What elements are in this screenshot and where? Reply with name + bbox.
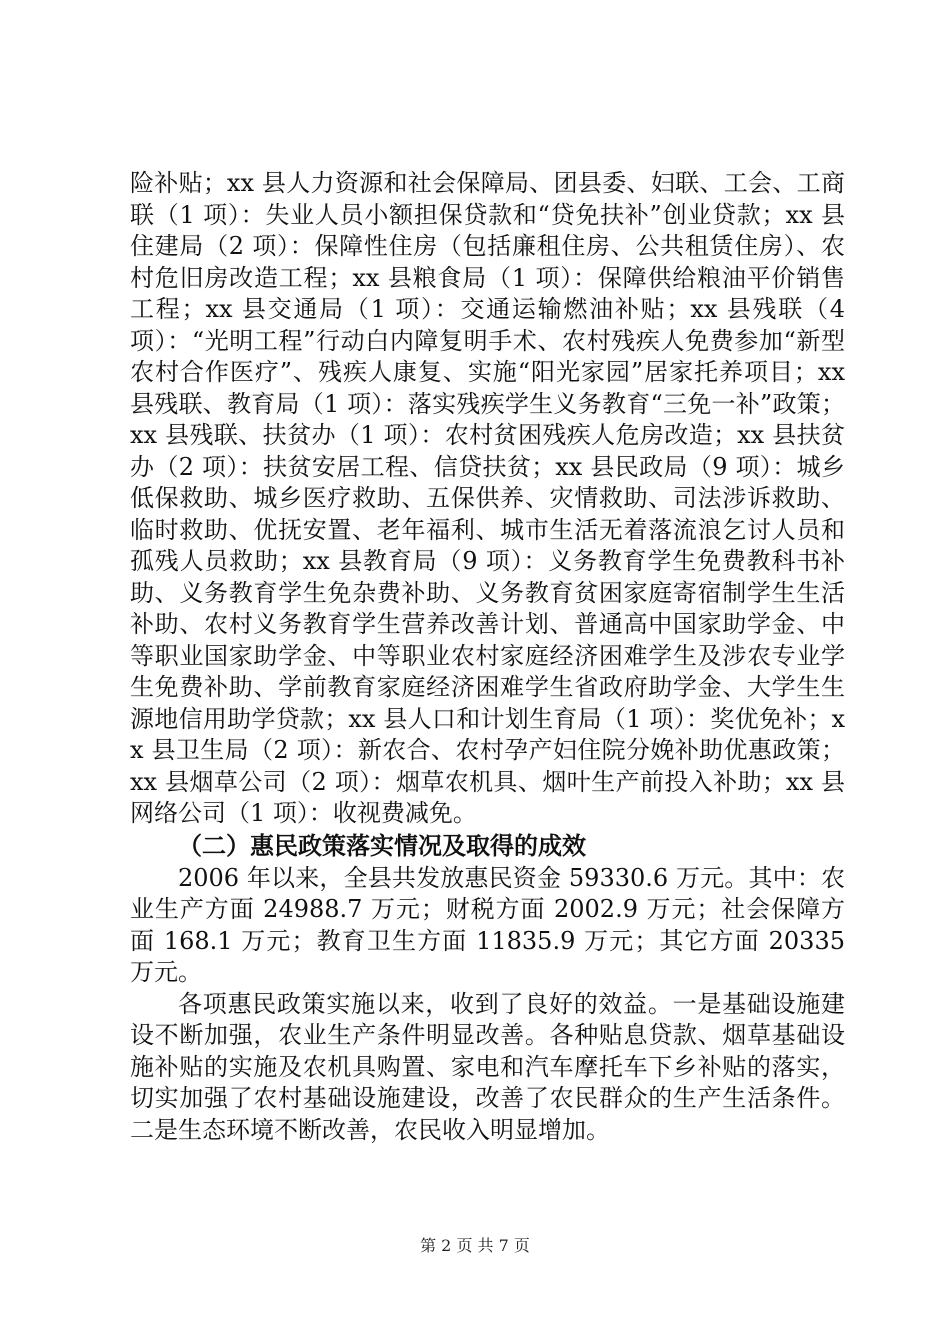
page-footer: 第 2 页 共 7 页 [420, 1236, 530, 1255]
paragraph-policy-list: 险补贴；xx 县人力资源和社会保障局、团县委、妇联、工会、工商联（1 项）：失业人员小额担保贷款和“贷免扶补”创业贷款；xx 县住建局（2 项）：保障性住房（包括廉租住房、公共租赁住房）、农村危旧房改造工程；xx 县粮食局（1 项）：保障供给粮油平价销售工程；xx 县交通局（1 项）：交通运输燃油补贴；xx 县残联（4 项）：“光明工程”行动白内障复明手术、农村残疾人免费参加“新型农村合作医疗”、残疾人康复、实施“阳光家园”居家托养项目；xx 县残联、教育局（1 项）：落实残疾学生义务教育“三免一补”政策；xx 县残联、扶贫办（1 项）：农村贫困残疾人危房改造；xx 县扶贫办（2 项）：扶贫安居工程、信贷扶贫；xx 县民政局（9 项）：城乡低保救助、城乡医疗救助、五保供养、灾情救助、司法涉诉救助、临时救助、优抚安置、老年福利、城市生活无着落流浪乞讨人员和孤残人员救助；xx 县教育局（9 项）：义务教育学生免费教科书补助、义务教育学生免杂费补助、义务教育贫困家庭寄宿制学生生活补助、农村义务教育学生营养改善计划、普通高中国家助学金、中等职业国家助学金、中等职业农村家庭经济困难学生及涉农专业学生免费补助、学前教育家庭经济困难学生省政府助学金、大学生生源地信用助学贷款；xx 县人口和计划生育局（1 项）：奖优免补；xx 县卫生局（2 项）：新农合、农村孕产妇住院分娩补助优惠政策；xx 县烟草公司（2 项）：烟草农机具、烟叶生产前投入补助；xx 县网络公司（1 项）：收视费减免。 [130, 169, 845, 827]
paragraph-policy-effects: 各项惠民政策实施以来，收到了良好的效益。一是基础设施建设不断加强，农业生产条件明显改善。各种贴息贷款、烟草基础设施补贴的实施及农机具购置、家电和汽车摩托车下乡补贴的落实，切实加强了农村基础设施建设，改善了农民群众的生产生活条件。二是生态环境不断改善，农民收入明显增加。 [130, 989, 845, 1144]
section-heading: （二）惠民政策落实情况及取得的成效 [178, 831, 586, 860]
paragraph-funds-summary: 2006 年以来，全县共发放惠民资金 59330.6 万元。其中：农业生产方面 24988.7 万元；财税方面 2002.9 万元；社会保障方面 168.1 万元；教育卫生方面 11835.9 万元；其它方面 20335 万元。 [130, 863, 845, 986]
document-body [130, 168, 845, 1146]
